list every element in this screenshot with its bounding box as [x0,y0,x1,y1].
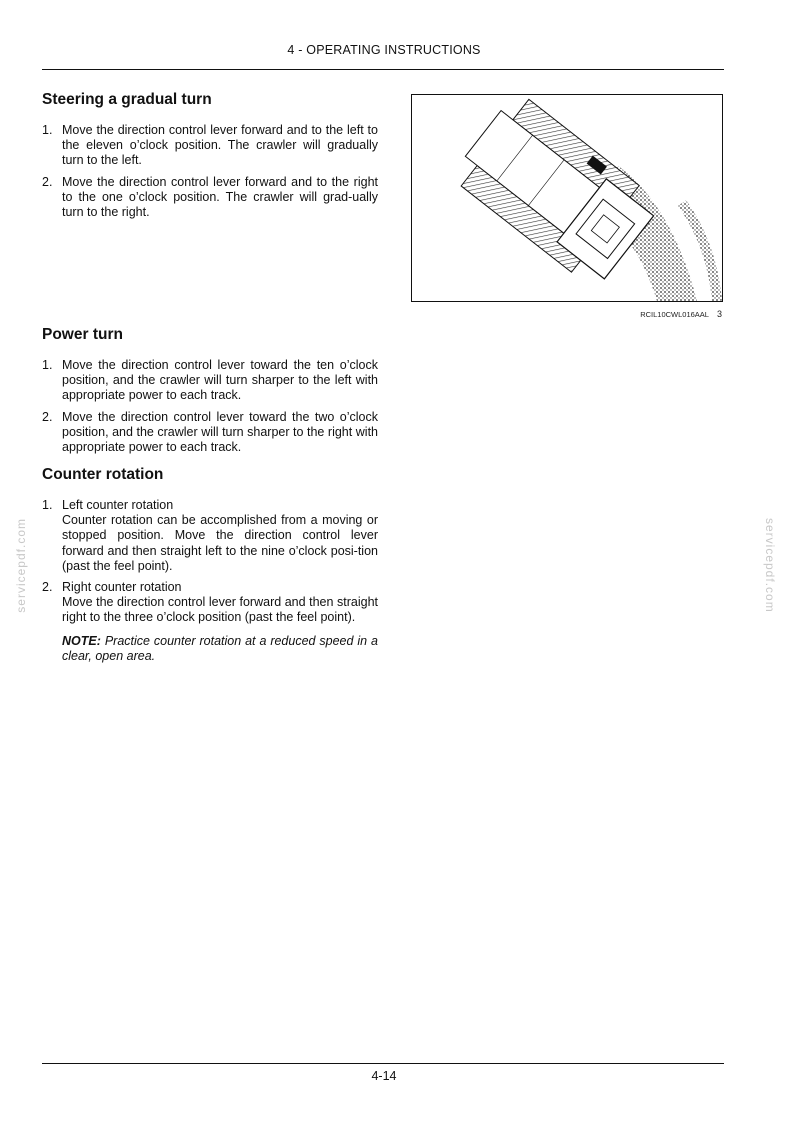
section-gradual-turn [42,91,378,226]
figure-number: 3 [716,309,722,319]
counter-list [42,498,378,626]
power-list [42,358,378,455]
watermark-left: servicepdf.com [14,518,28,613]
header-rule [42,69,724,70]
item-text: Move the direction control lever forward and to the left to the eleven o’clock position. The crawler will gradually turn to the left. [62,123,378,168]
section-power-turn [42,326,378,461]
section-title-counter: Counter rotation [42,466,164,483]
crawler-turn-figure [411,94,723,302]
list-item [42,580,378,626]
item-number: 2. [42,409,53,424]
list-item [42,175,378,221]
item-text: Counter rotation can be accomplished from a moving or stopped position. Move the direction control lever forward and then straight left to the nine o’clock posi-tion (past the feel point). [62,513,378,573]
watermark-right: servicepdf.com [763,518,777,613]
page-header-title: 4 - OPERATING INSTRUCTIONS [287,43,481,57]
section-counter-rotation [42,466,378,664]
list-item [42,498,378,574]
item-text: Move the direction control lever toward the two o’clock position, and the crawler will turn sharper to the right with appropriate power to each track. [62,409,378,455]
note [42,634,378,664]
list-item [42,123,378,169]
note-label: NOTE: [62,633,101,648]
item-text: Move the direction control lever forward and to the right to the one o’clock position. The crawler will grad-ually turn to the right. [62,174,378,220]
item-text: Move the direction control lever forward and then straight right to the three o’clock position (past the feel point). [62,595,378,625]
section-title-gradual: Steering a gradual turn [42,91,212,108]
section-title-power: Power turn [42,326,123,343]
item-number: 2. [42,580,53,595]
crawler-turn-illustration [412,95,722,301]
item-heading: Left counter rotation [62,498,174,512]
figure-reference [600,309,722,319]
item-number: 1. [42,498,53,512]
list-item [42,358,378,404]
footer-rule [42,1063,724,1064]
page-number: 4-14 [371,1069,397,1083]
item-heading: Right counter rotation [62,580,182,595]
item-number: 1. [42,358,53,372]
figure-code: RCIL10CWL016AAL [640,310,709,319]
note-text: Practice counter rotation at a reduced speed in a clear, open area. [62,633,378,663]
item-number: 1. [42,123,53,137]
item-number: 2. [42,174,53,189]
gradual-list [42,123,378,220]
list-item [42,410,378,456]
item-text: Move the direction control lever toward the ten o’clock position, and the crawler will turn sharper to the left with appropriate power to each track. [62,358,378,403]
